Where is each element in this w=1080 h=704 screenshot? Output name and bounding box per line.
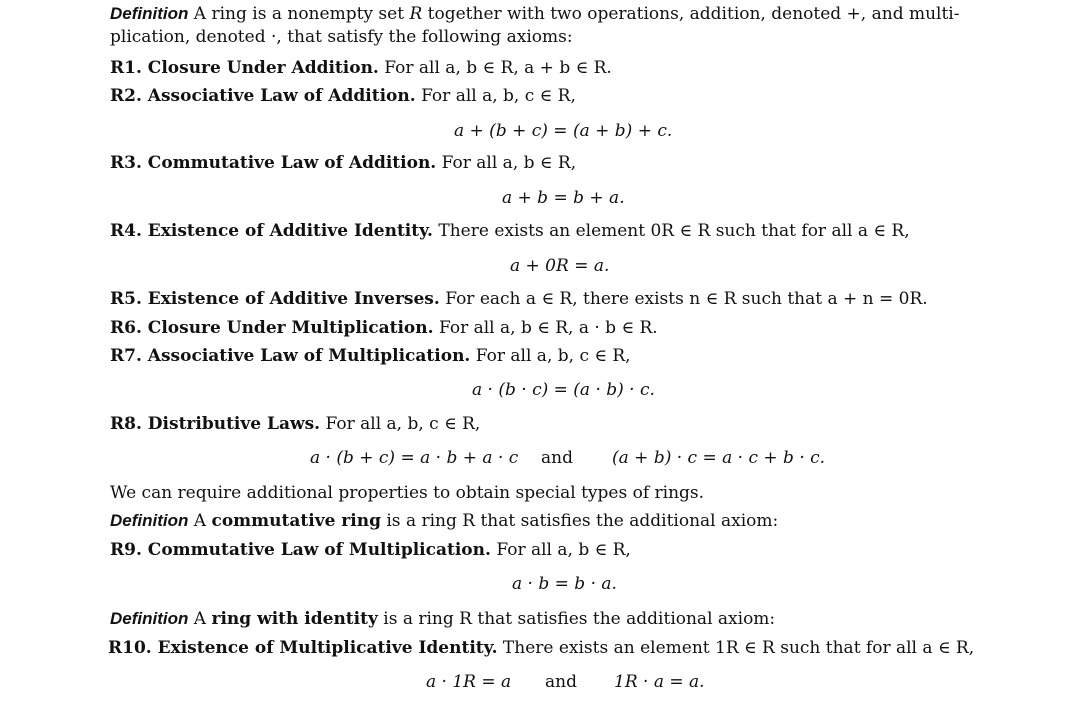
definition-label: Definition [110,511,189,530]
axiom-heading: R4. Existence of Additive Identity. [110,221,433,241]
axiom-r6 [110,317,658,339]
definition-ring-line2: plication, denoted ·, that satisfy the following axioms: [110,27,573,47]
definition-ring-line1 [110,3,960,25]
definition-label: Definition [110,4,189,23]
axiom-text: For all a, b, c ∈ R, [475,346,631,366]
axiom-heading: R6. Closure Under Multiplication. [110,318,434,338]
definition-text: A [188,511,212,531]
axiom-r4 [110,220,910,242]
axiom-text: For all a, b ∈ R, [496,540,631,560]
axiom-r5 [110,288,928,310]
equation-r10-left: a · 1R = a [426,672,512,692]
axiom-heading: R1. Closure Under Addition. [110,58,379,78]
note-text: We can require additional properties to obtain special types of rings. [110,483,705,503]
equation-r8-right: (a + b) · c = a · c + b · c. [612,448,826,468]
equation-r4: a + 0R = a. [510,256,610,276]
axiom-r10 [108,637,974,659]
axiom-heading: R9. Commutative Law of Multiplication. [110,540,491,560]
equation-r3: a + b = b + a. [502,188,625,208]
axiom-text: There exists an element 1R ∈ R such that for all a ∈ R, [502,638,975,658]
axiom-text: For all a, b, c ∈ R, [421,86,576,106]
definition-commutative-ring [110,510,778,532]
equation-r7: a · (b · c) = (a · b) · c. [472,380,655,400]
axiom-text: There exists an element 0R ∈ R such that for all a ∈ R, [438,221,910,241]
definition-text: together with two operations, addition, denoted +, and multi- [422,4,960,24]
axiom-heading: R10. Existence of Multiplicative Identity. [108,638,498,658]
axiom-heading: R2. Associative Law of Addition. [110,86,416,106]
definition-ring-with-identity [110,608,775,630]
axiom-r8 [110,413,480,435]
axiom-text: For all a, b ∈ R, a · b ∈ R. [438,318,658,338]
set-symbol: R [409,4,423,24]
axiom-r1 [110,57,612,79]
axiom-r9 [110,539,631,561]
equation-r8-left: a · (b + c) = a · b + a · c [310,448,519,468]
definition-text: A [188,609,212,629]
definition-text: A ring is a nonempty set [188,4,410,24]
equation-r10-and: and [545,672,577,692]
axiom-text: For all a, b ∈ R, a + b ∈ R. [384,58,612,78]
axiom-r2 [110,85,576,107]
axiom-r7 [110,345,631,367]
definition-term: ring with identity [211,609,378,629]
axiom-heading: R5. Existence of Additive Inverses. [110,289,440,309]
axiom-heading: R3. Commutative Law of Addition. [110,153,437,173]
axiom-text: For each a ∈ R, there exists n ∈ R such that a + n = 0R. [445,289,928,309]
equation-r2: a + (b + c) = (a + b) + c. [454,121,673,141]
axiom-heading: R8. Distributive Laws. [110,414,321,434]
definition-text: is a ring R that satisfies the additional axiom: [380,511,779,531]
equation-r9: a · b = b · a. [512,574,617,594]
equation-r10-right: 1R · a = a. [614,672,705,692]
axiom-heading: R7. Associative Law of Multiplication. [110,346,471,366]
equation-r8-and: and [541,448,573,468]
axiom-r3 [110,152,576,174]
axiom-text: For all a, b ∈ R, [441,153,577,173]
definition-text: is a ring R that satisfies the additional axiom: [377,609,776,629]
definition-label: Definition [110,609,189,628]
definition-term: commutative ring [211,511,381,531]
axiom-text: For all a, b, c ∈ R, [325,414,481,434]
